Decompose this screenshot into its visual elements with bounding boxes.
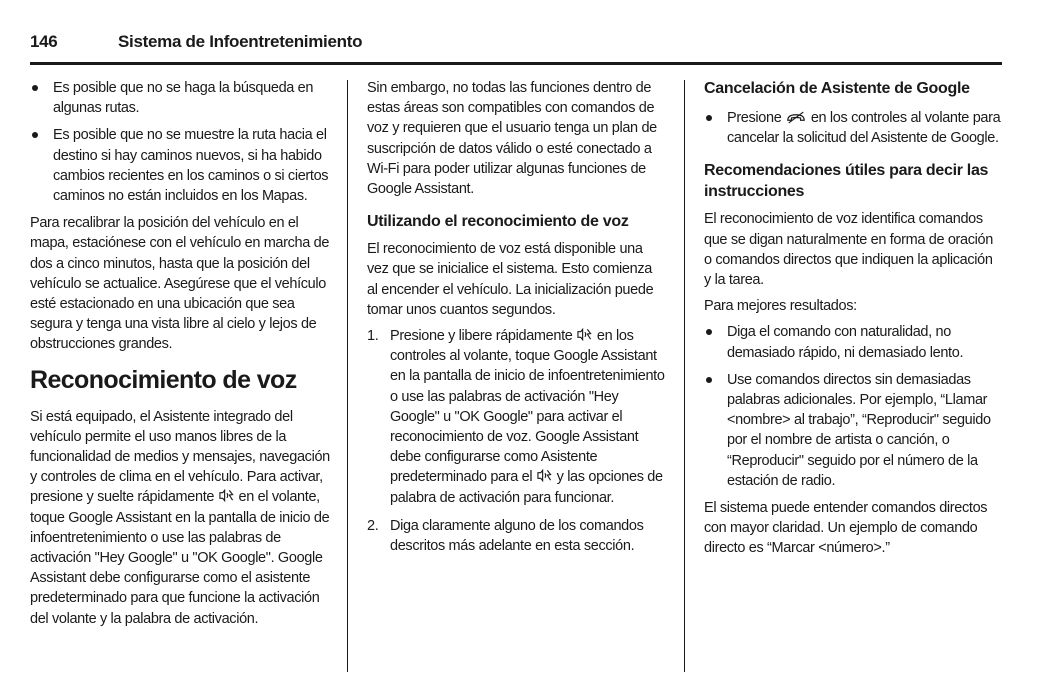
column-middle	[367, 78, 665, 564]
list-item: Diga el comando con naturalidad, no demasiado rápido, ni demasiado lento.	[704, 322, 1002, 362]
cancel-text-a: Presione	[727, 110, 782, 126]
section-title: Reconocimiento de voz	[30, 365, 297, 394]
list-item	[367, 326, 665, 508]
cancel-text-b: en los controles al volante para cancelar la solicitud del Asistente de Google.	[727, 110, 1001, 147]
intro-text-b: en el volante, toque Google Assistant en la pantalla de inicio de infoentretenimiento o use las palabras de activación "Hey Google" u "OK Google". Google Assistant debe configurarse como el asistente predeterminado para que funcione la activación del volante y la palabra de activación.	[30, 489, 330, 627]
step-number: 1.	[367, 328, 379, 345]
end-call-icon	[786, 111, 806, 124]
step-text-a: Presione y libere rápidamente	[390, 328, 573, 345]
voice-recognition-icon	[537, 468, 552, 483]
list-item	[367, 516, 665, 556]
paragraph: Para mejores resultados:	[704, 298, 857, 315]
column-left	[30, 78, 330, 635]
subsection-heading: Cancelación de Asistente de Google	[704, 80, 970, 97]
paragraph: El reconocimiento de voz identifica comandos que se digan naturalmente en forma de oración o comandos directos que indiquen la aplicación y la tarea.	[704, 211, 993, 289]
list-item: Es posible que no se muestre la ruta hacia el destino si hay caminos nuevos, si ha habido cambios recientes en los caminos o si ciertos caminos no están incluidos en los Mapas.	[30, 125, 330, 206]
page-header	[30, 30, 1002, 65]
intro-paragraph	[30, 407, 330, 629]
paragraph: El reconocimiento de voz está disponible una vez que se inicialice el sistema. Esto comienza al encender el vehículo. La inicialización puede tomar unos cuantos segundos.	[367, 241, 654, 318]
numbered-list	[367, 326, 665, 556]
voice-recognition-icon	[577, 327, 592, 342]
bullet-list	[30, 78, 330, 206]
subsection-heading: Recomendaciones útiles para decir las instrucciones	[704, 162, 989, 201]
step-text-c: y las opciones de palabra de activación para funcionar.	[390, 469, 663, 506]
bullet-list	[704, 108, 1002, 148]
intro-text-a: Si está equipado, el Asistente integrado del vehículo permite el uso manos libres de la funcionalidad de medios y mensajes, navegación y controles de clima en el vehículo. Para activar, presione y suelte rápidamente	[30, 408, 330, 506]
voice-recognition-icon	[219, 488, 234, 503]
step-text: Diga claramente alguno de los comandos descritos más adelante en esta sección.	[390, 517, 644, 555]
paragraph: Sin embargo, no todas las funciones dentro de estas áreas son compatibles con comandos de voz y requieren que el usuario tenga un plan de suscripción de datos válido o esté conectado a Wi-Fi para poder utilizar algunas funciones de Google Assistant.	[367, 80, 657, 198]
bullet-list	[704, 322, 1002, 491]
column-divider	[347, 80, 348, 672]
page-number: 146	[30, 32, 58, 51]
list-item: Use comandos directos sin demasiadas palabras adicionales. Por ejemplo, “Llamar <nombre> al trabajo”, “Reproducir" seguido por el nombre de artista o canción, o “Reproducir" seguido por el número de la estación de radio.	[704, 370, 1002, 491]
subsection-heading: Utilizando el reconocimiento de voz	[367, 213, 629, 231]
list-item: Es posible que no se haga la búsqueda en algunas rutas.	[30, 78, 330, 118]
step-number: 2.	[367, 517, 379, 534]
running-title: Sistema de Infoentretenimiento	[118, 32, 363, 51]
step-text-b: en los controles al volante, toque Google Assistant en la pantalla de inicio de infoentretenimiento o use las palabras de activación "Hey Google" u "OK Google" para activar el reconocimiento de voz. Google Assistant debe configurarse como Asistente predeterminado para el	[390, 328, 665, 486]
paragraph: El sistema puede entender comandos directos con mayor claridad. Un ejemplo de comando directo es “Marcar <número>.”	[704, 500, 988, 557]
column-divider	[684, 80, 685, 672]
column-right	[704, 78, 1002, 565]
recalibrate-paragraph: Para recalibrar la posición del vehículo en el mapa, estaciónese con el vehículo en marcha de dos a cinco minutos, hasta que la posición del vehículo se actualice. Asegúrese que el vehículo esté estacionado en una ubicación que sea segura y tenga una vista libre al cielo y lejos de obstrucciones grandes.	[30, 215, 330, 353]
list-item	[704, 108, 1002, 148]
